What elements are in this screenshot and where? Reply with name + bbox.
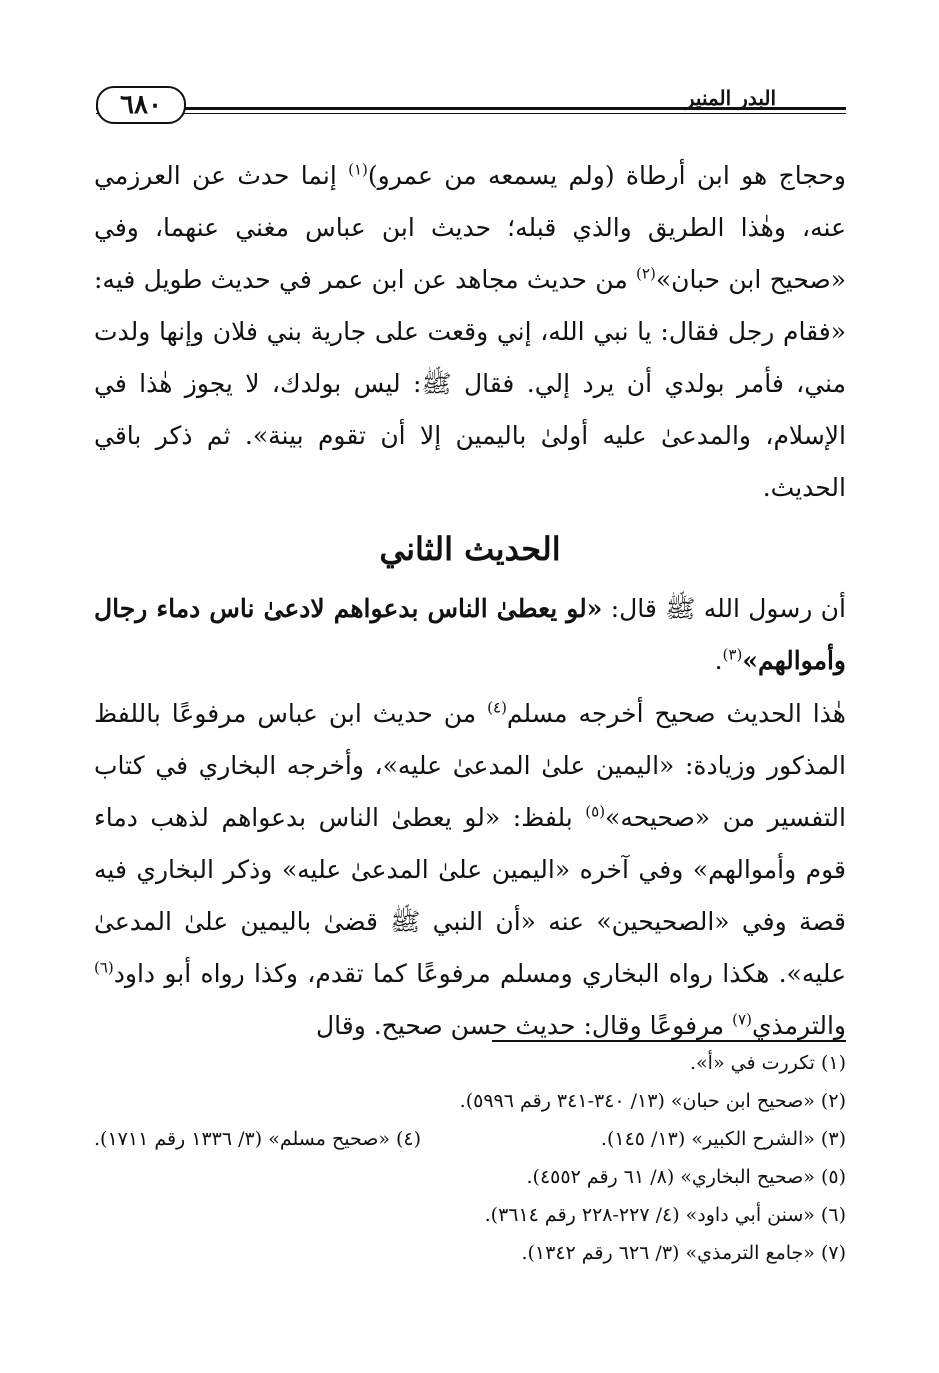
footnote-1: (١) تكررت في «أ». [690,1052,846,1074]
paragraph-3 [94,688,846,1052]
page-header [96,80,846,130]
para3-text-e: مرفوعًا وقال: حديث حسن صحيح. وقال [315,1011,733,1040]
para1-text-c: من حديث مجاهد عن ابن عمر في حديث طويل فيه: «فقام رجل فقال: يا نبي الله، إني وقعت على جارية بني فلان وإنها ولدت مني، فأمر بولدي أن يرد إلي. فقال ﷺ: ليس بولدك، لا يجوز هٰذا في الإسلام، والمدعىٰ عليه أولىٰ باليمين إلا أن تقوم بينة». ثم ذكر باقي الحديث. [94,265,846,502]
para2-lead: أن رسول الله ﷺ قال: [602,594,846,623]
footnote-separator [492,1040,846,1042]
hadith-text: «لو يعطىٰ الناس بدعواهم لادعىٰ ناس دماء رجال وأموالهم» [94,594,846,675]
footnote-ref-6: (٦) [94,958,114,977]
footnote-4: (٤) «صحيح مسلم» (٣/ ١٣٣٦ رقم ١٧١١). [94,1128,422,1150]
header-rule-thin [96,113,846,114]
para2-end: . [714,646,723,675]
footnote-ref-4: (٤) [487,698,507,717]
footnote-ref-5: (٥) [585,802,606,821]
paragraph-1 [94,150,846,514]
book-title: البدر المنير [684,86,776,110]
para1-text-a: وحجاج هو ابن أرطاة (ولم يسمعه من عمرو) [367,161,846,190]
para3-text-b: من حديث ابن عباس مرفوعًا باللفظ المذكور وزيادة: «اليمين علىٰ المدعىٰ عليه»، وأخرجه البخاري في كتاب التفسير من «صحيحه» [94,699,846,832]
para3-text-c: بلفظ: «لو يعطىٰ الناس بدعواهم لذهب دماء قوم وأموالهم» وفي آخره «اليمين علىٰ المدعىٰ عليه» وذكر البخاري فيه قصة وفي «الصحيحين» عنه «أن النبي ﷺ قضىٰ باليمين علىٰ المدعىٰ عليه». هكذا رواه البخاري ومسلم مرفوعًا كما تقدم، وكذا رواه أبو داود [94,803,846,988]
footnote-3: (٣) «الشرح الكبير» (١٣/ ١٤٥). [600,1128,846,1150]
page-number: ٦٨٠ [96,86,186,124]
footnotes [94,1044,846,1272]
footnote-7: (٧) «جامع الترمذي» (٣/ ٦٢٦ رقم ١٣٤٢). [521,1242,846,1264]
para3-text-a: هٰذا الحديث صحيح أخرجه مسلم [506,699,846,728]
footnote-ref-1: (١) [348,160,368,179]
footnote-ref-2: (٢) [636,264,656,283]
footnote-5: (٥) «صحيح البخاري» (٨/ ٦١ رقم ٤٥٥٢). [526,1166,846,1188]
paragraph-2 [94,583,846,687]
para1-text-b: إنما حدث عن العرزمي عنه، وهٰذا الطريق والذي قبله؛ حديث ابن عباس مغني عنهما، وفي «صحيح ابن حبان» [94,161,846,294]
footnote-2: (٢) «صحيح ابن حبان» (١٣/ ٣٤٠-٣٤١ رقم ٥٩٩٦). [459,1090,846,1112]
section-heading: الحديث الثاني [379,530,561,568]
footnote-6: (٦) «سنن أبي داود» (٤/ ٢٢٧-٢٢٨ رقم ٣٦١٤). [484,1204,846,1226]
footnote-ref-3: (٣) [722,645,743,664]
para3-text-d: والترمذي [751,1011,846,1040]
footnote-row-3-4 [94,1120,846,1158]
footnote-ref-7: (٧) [732,1010,752,1029]
